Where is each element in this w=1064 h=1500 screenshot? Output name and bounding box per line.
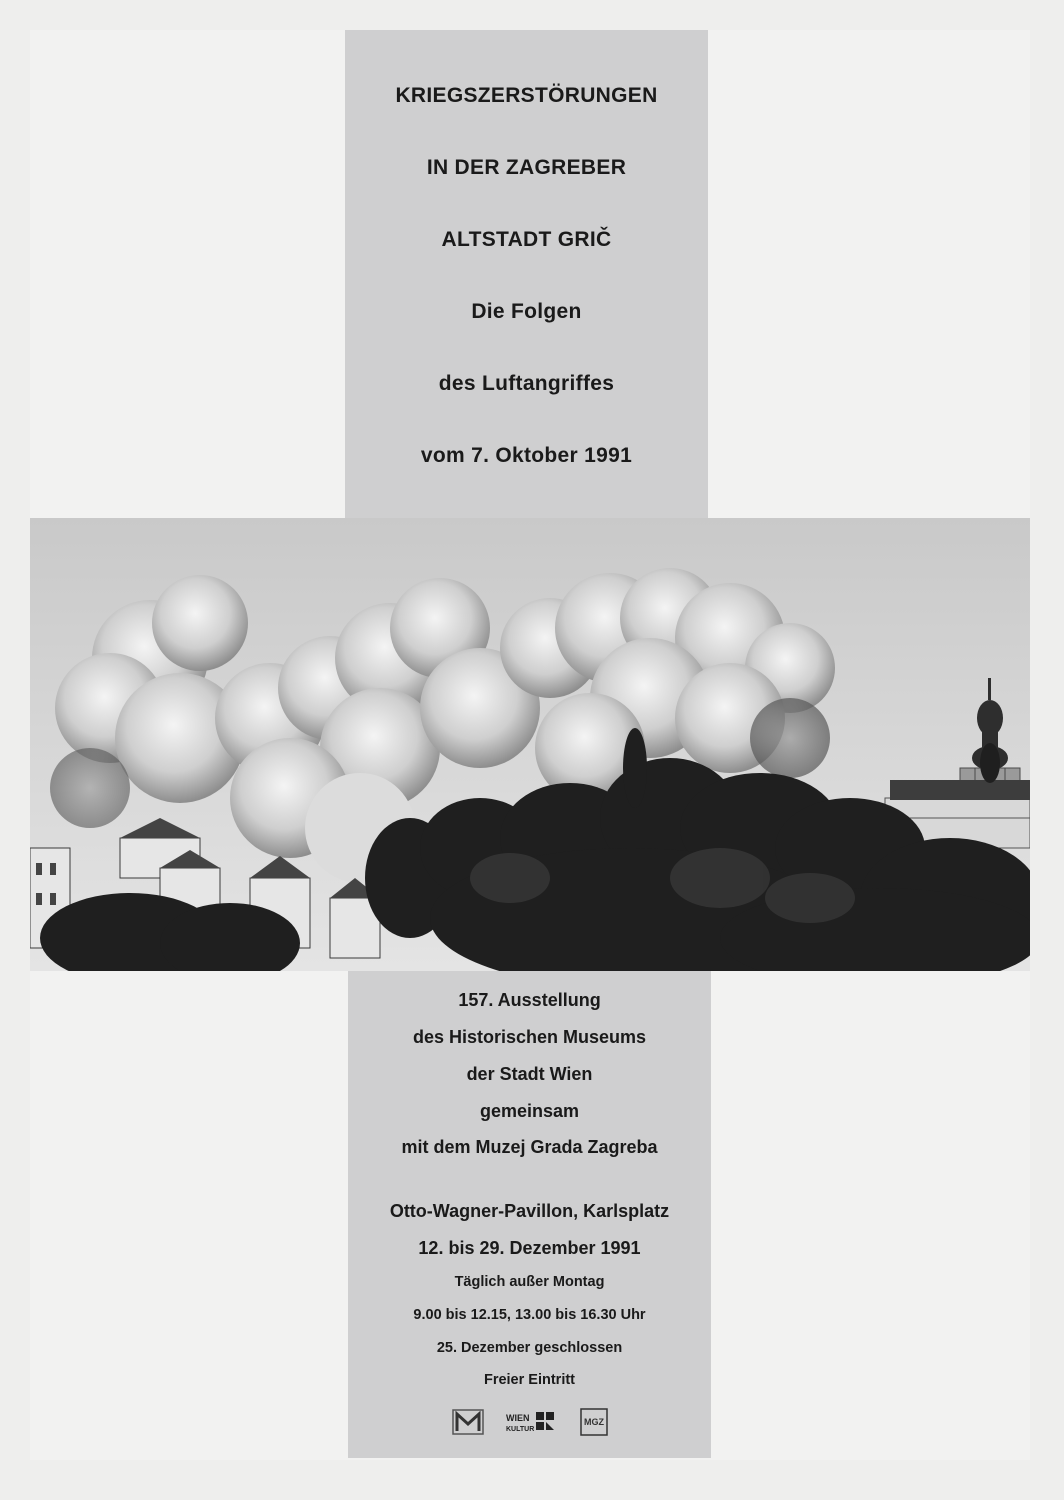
- exhibition-line-1: 157. Ausstellung: [458, 990, 601, 1010]
- exhibition-line-5: mit dem Muzej Grada Zagreba: [401, 1137, 658, 1157]
- mgz-logo-text: MGZ: [583, 1417, 604, 1427]
- wien-kultur-top-text: WIEN: [505, 1413, 529, 1423]
- museum-m-logo-icon: [452, 1409, 484, 1435]
- subtitle-line-1: Die Folgen: [471, 300, 582, 323]
- wien-kultur-logo-icon: [506, 1409, 558, 1435]
- muzej-grada-zagreba-logo-icon: [580, 1408, 608, 1436]
- exhibition-line-3: der Stadt Wien: [466, 1064, 593, 1084]
- venue-place: Otto-Wagner-Pavillon, Karlsplatz: [389, 1201, 670, 1221]
- war-damage-photo: [30, 518, 1030, 971]
- venue-dates: 12. bis 29. Dezember 1991: [418, 1238, 641, 1258]
- venue-admission: Freier Eintritt: [483, 1372, 576, 1388]
- exhibition-line-4: gemeinsam: [479, 1101, 580, 1121]
- subtitle-date: vom 7. Oktober 1991: [420, 444, 633, 467]
- title-line-2: IN DER ZAGREBER: [426, 156, 627, 179]
- venue-days: Täglich außer Montag: [454, 1274, 605, 1290]
- title-line-3: ALTSTADT GRIČ: [441, 228, 612, 251]
- venue-hours: 9.00 bis 12.15, 13.00 bis 16.30 Uhr: [413, 1307, 646, 1323]
- title-line-1: KRIEGSZERSTÖRUNGEN: [395, 84, 658, 107]
- sponsor-logos: [348, 1408, 711, 1436]
- exhibition-line-2: des Historischen Museums: [412, 1027, 647, 1047]
- wien-kultur-bottom-text: KULTUR: [505, 1426, 534, 1433]
- subtitle-line-2: des Luftangriffes: [438, 372, 615, 395]
- venue-closed: 25. Dezember geschlossen: [436, 1340, 623, 1356]
